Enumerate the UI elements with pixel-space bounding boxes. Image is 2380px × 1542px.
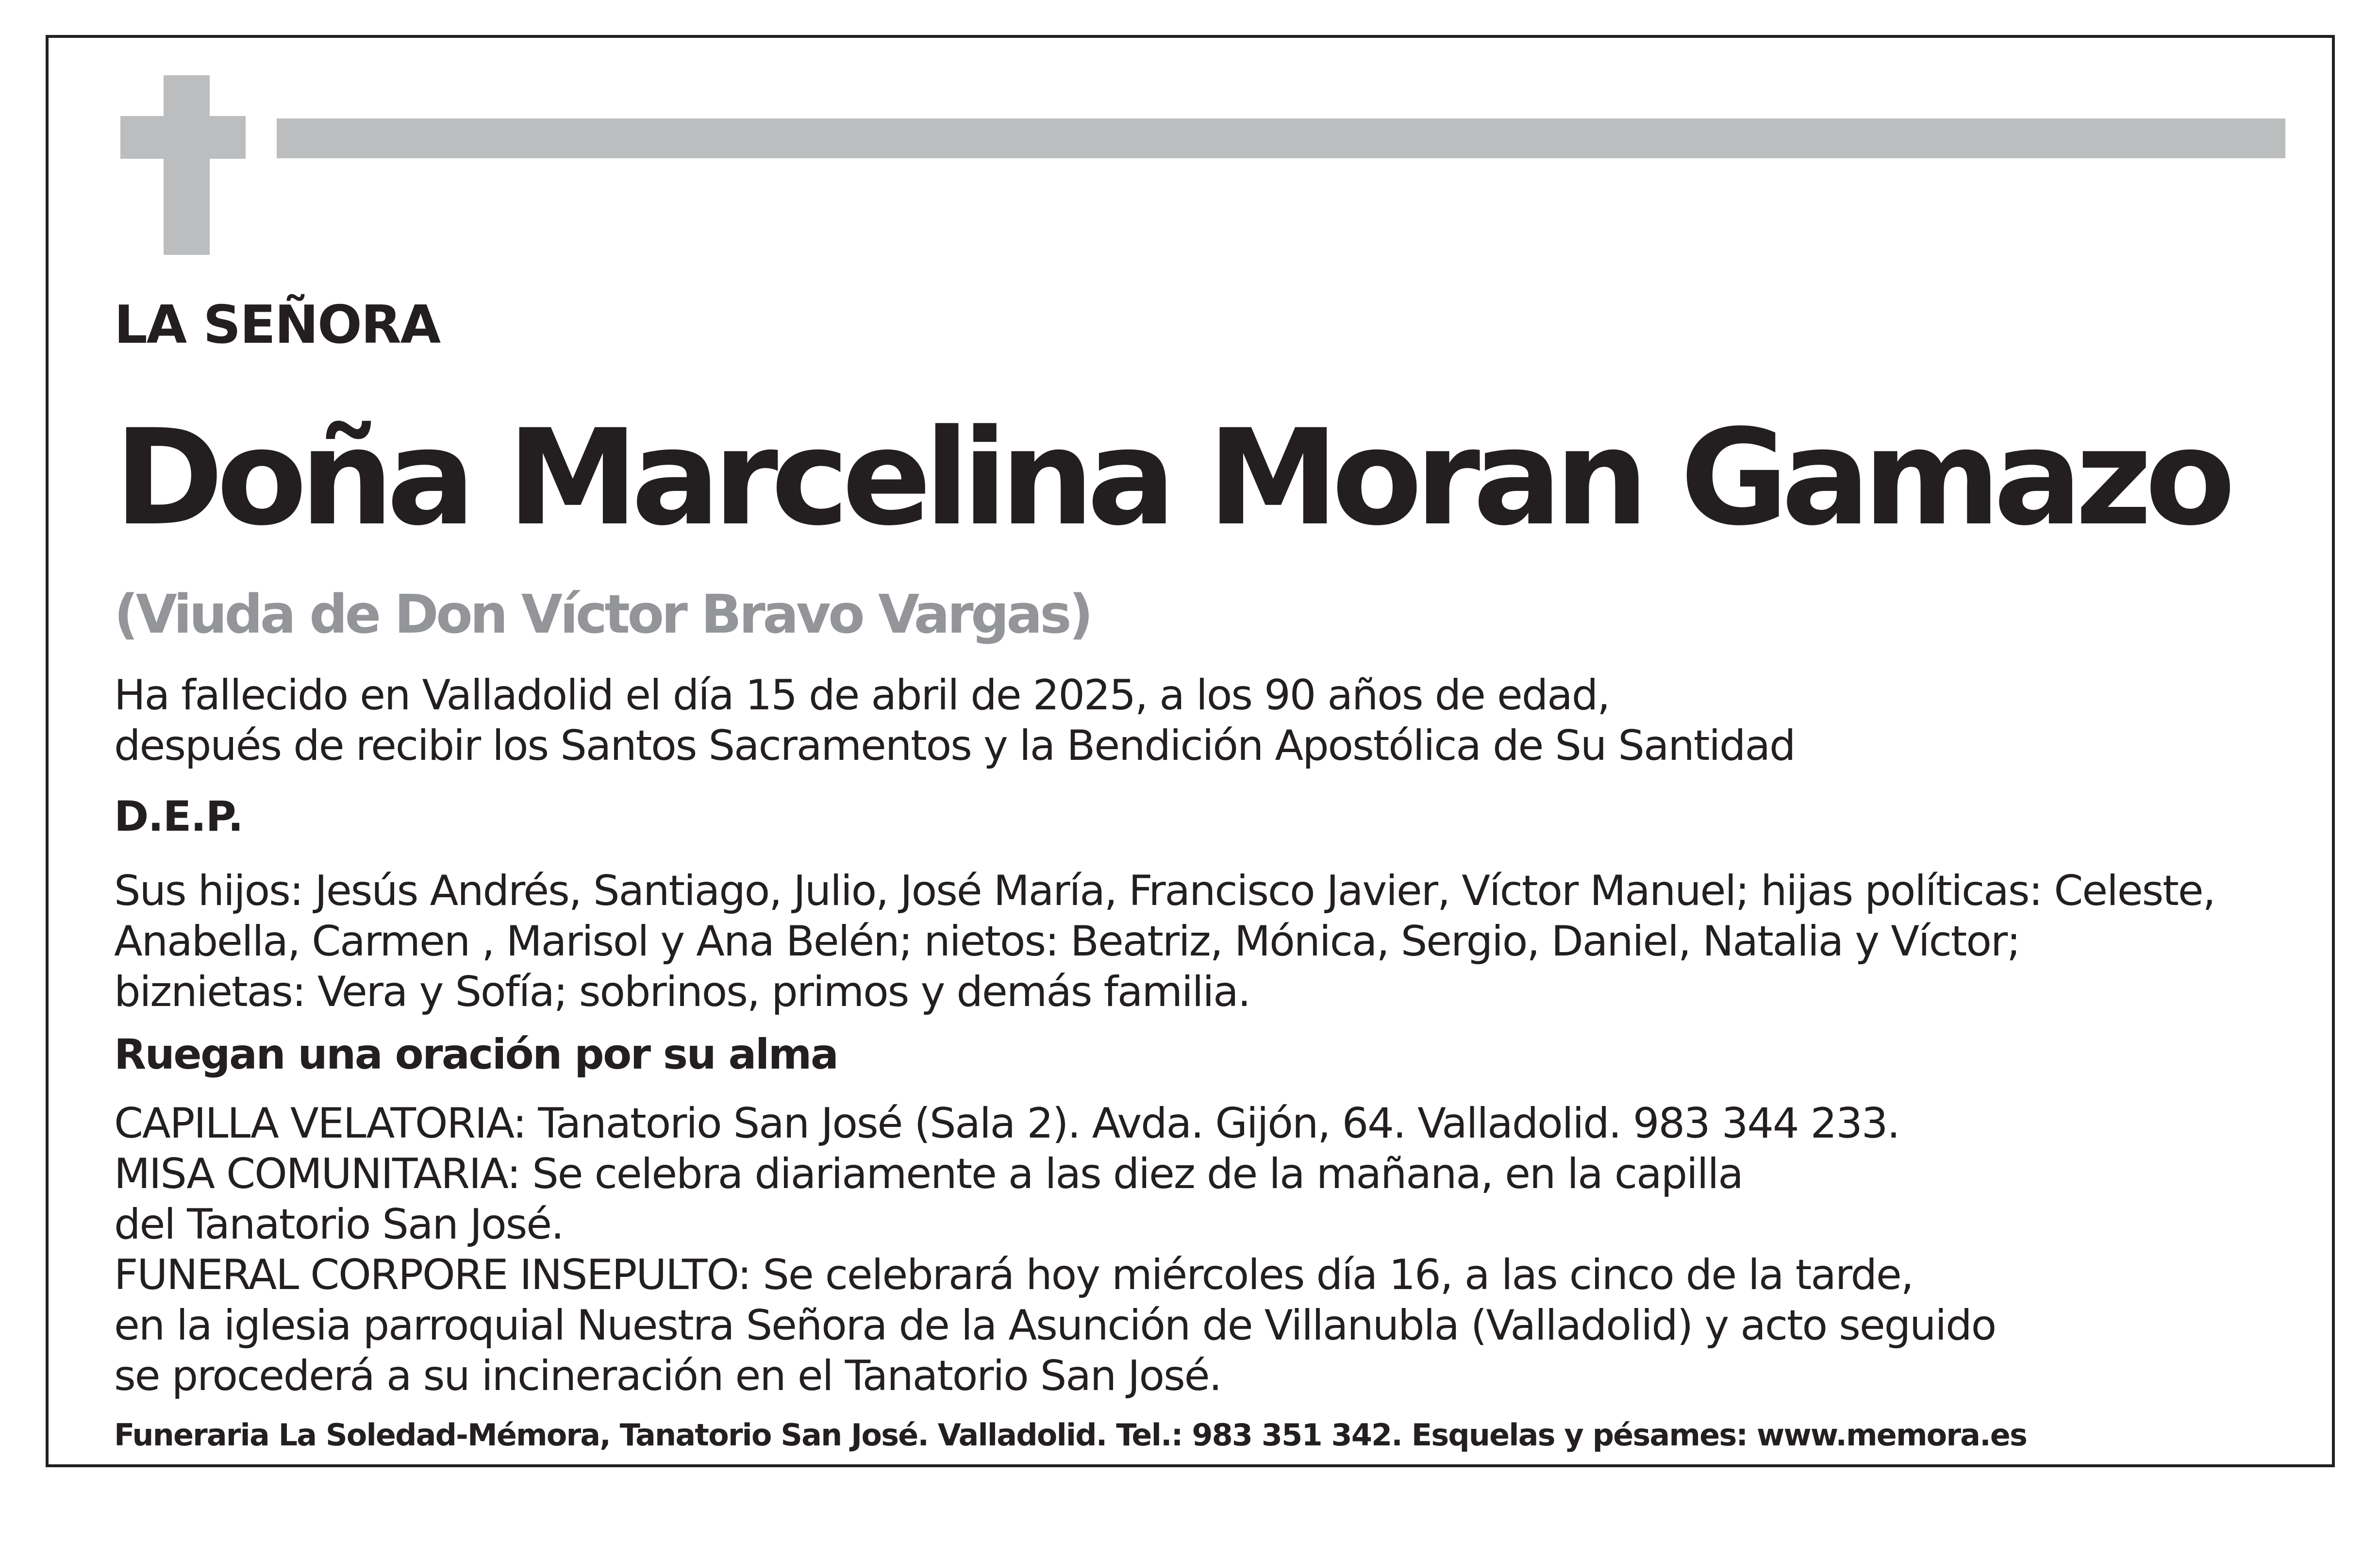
family-line: Anabella, Carmen , Marisol y Ana Belén; nietos: Beatriz, Mónica, Sergio, Daniel, Natalia y Víctor;	[114, 917, 2020, 966]
service-line: MISA COMUNITARIA: Se celebra diariamente a las diez de la mañana, en la capilla	[114, 1150, 1743, 1198]
death-announcement	[114, 670, 1795, 771]
cross-horizontal-bar	[120, 116, 246, 159]
prayer-heading: Ruegan una oración por su alma	[114, 1030, 838, 1079]
funeral-home-footer: Funeraria La Soledad-Mémora, Tanatorio San José. Valladolid. Tel.: 983 351 342. Esquelas y pésames: www.memora.es	[114, 1417, 2027, 1453]
death-line: después de recibir los Santos Sacramentos y la Bendición Apostólica de Su Santidad	[114, 721, 1795, 770]
rip-label: D.E.P.	[114, 792, 243, 841]
service-line: CAPILLA VELATORIA: Tanatorio San José (Sala 2). Avda. Gijón, 64. Valladolid. 983 344 233.	[114, 1099, 1899, 1148]
service-line: del Tanatorio San José.	[114, 1200, 564, 1249]
service-line: se procederá a su incineración en el Tanatorio San José.	[114, 1352, 1221, 1400]
death-line: Ha fallecido en Valladolid el día 15 de abril de 2025, a los 90 años de edad,	[114, 671, 1610, 720]
service-line: en la iglesia parroquial Nuestra Señora de la Asunción de Villanubla (Valladolid) y acto seguido	[114, 1301, 1996, 1350]
cross-vertical-bar	[164, 75, 210, 255]
service-line: FUNERAL CORPORE INSEPULTO: Se celebrará hoy miércoles día 16, a las cinco de la tarde,	[114, 1251, 1913, 1299]
family-line: Sus hijos: Jesús Andrés, Santiago, Julio, José María, Francisco Javier, Víctor Manuel; hijas políticas: Celeste,	[114, 867, 2215, 915]
deceased-name: Doña Marcelina Moran Gamazo	[114, 402, 2229, 555]
service-details	[114, 1098, 1996, 1401]
widow-of: (Viuda de Don Víctor Bravo Vargas)	[114, 583, 1091, 645]
family-line: biznietas: Vera y Sofía; sobrinos, primos y demás familia.	[114, 968, 1250, 1016]
header-rule	[277, 118, 2285, 158]
title-label: LA SEÑORA	[114, 295, 440, 355]
family-list	[114, 866, 2215, 1017]
